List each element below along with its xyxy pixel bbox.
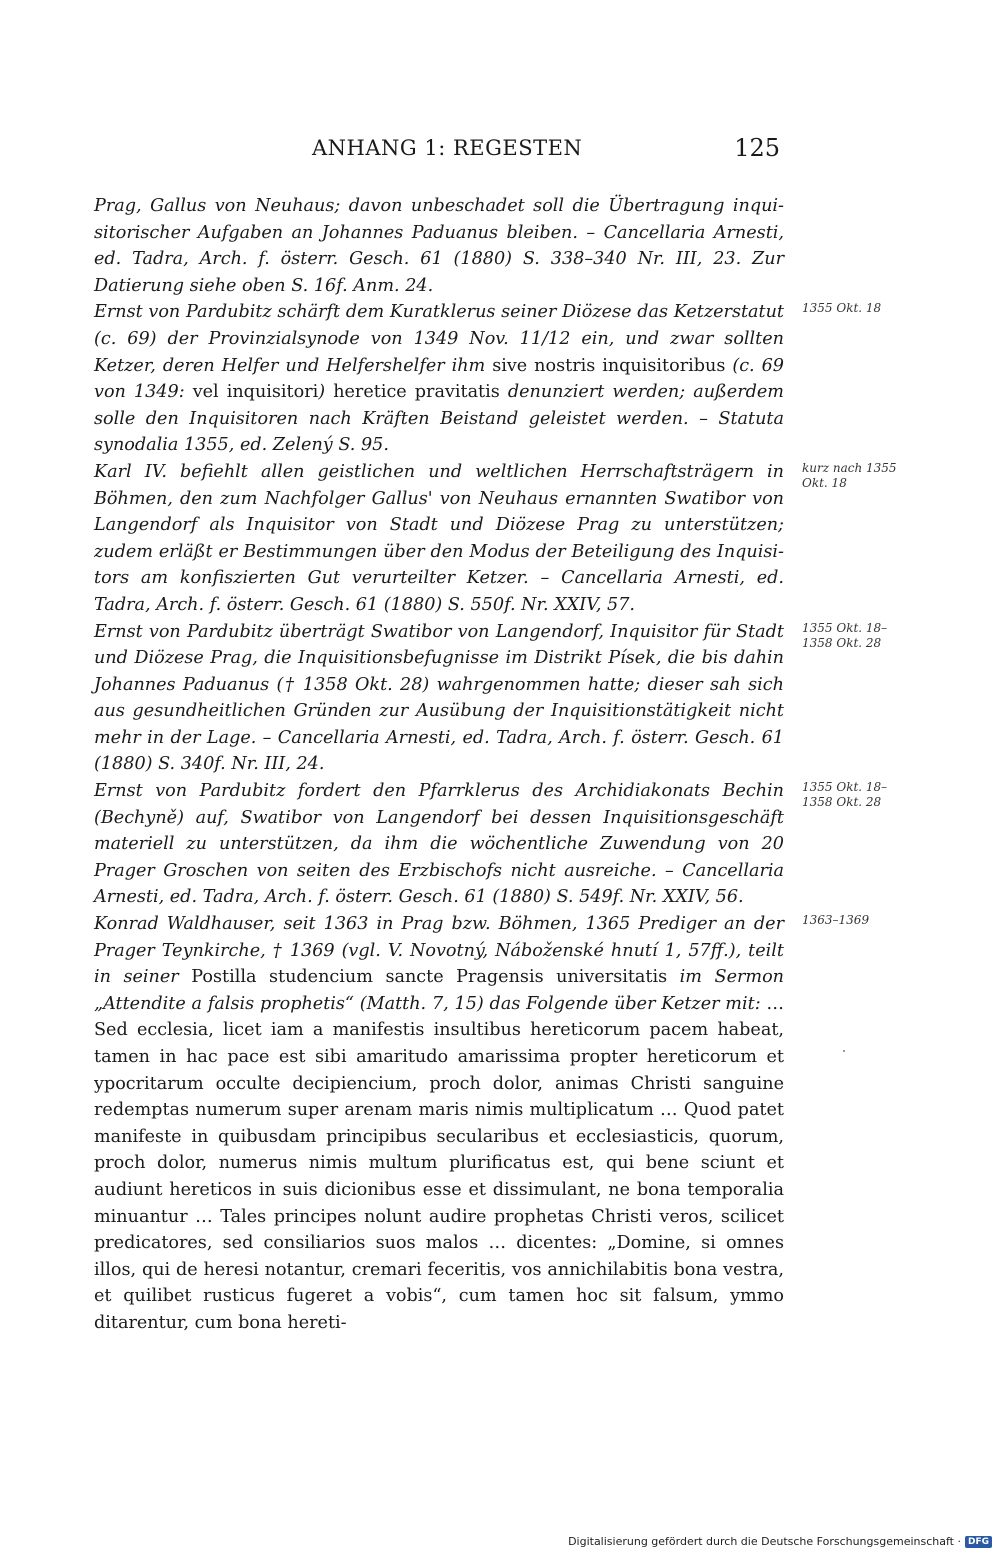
regest-text: (c. 69 von 1349: xyxy=(94,355,784,403)
latin-quote: … Sed ecclesia, licet iam a manifestis insultibus hereticorum pacem habeat, tamen in hac pace est sibi amaritudo amarissima propter hereticorum et ypocritarum occulte decipiencium, proch dolor, animas Christi sanguine redemptas numerum super arenam maris nimis multiplicatum … Quod patet manifeste in quibusdam principibus secularibus et ecclesiasticis, quorum, proch dolor, numerus nimis multum plurificatus est, qui bene sciunt et audiunt hereticos in suis dicionibus esse et dissimulant, ne bona temporalia minuantur … Tales principes nolunt audire prophetas Christi veros, scilicet predicatores, sed consiliarios suos malos … dicentes: „Domine, si omnes illos, qui de heresi notantur, cremari feceritis, vos annichilabitis bona vestra, et quilibet rusticus fugeret a vobis“, cum tamen hoc sit falsum, ymmo ditarentur, cum bona hereti- xyxy=(94,993,784,1333)
page-header xyxy=(94,136,784,166)
regest-text: ) xyxy=(318,382,334,403)
regest-text: im Sermon „Attendite a falsis prophetis“ (Matth. 7, 15) das Folgende über Ketzer mit: xyxy=(94,967,784,1014)
regest-text: Prag, Gallus von Neuhaus; davon unbeschadet soll die Übertragung inquisitorischer Aufgaben an Johannes Paduanus bleiben. – Cancellaria Arnesti, ed. Tadra, Arch. f. österr. Gesch. 61 (1880) S. 338–340 Nr. III, 23. Zur Datierung siehe oben S. 16f. Anm. 24. xyxy=(94,196,784,296)
running-title: ANHANG 1: REGESTEN xyxy=(312,136,583,160)
regest-text: Ernst von Pardubitz schärft dem Kuratklerus seiner Diözese das Ketzerstatut (c. 69) der Provinzialsynode von 1349 Nov. 11/12 ein, und zwar sollten Ketzer, deren Helfer und Helfershelfer ihm xyxy=(94,302,784,376)
margin-date: kurz nach 1355 Okt. 18 xyxy=(802,460,897,490)
latin-quote: vel inquisitori xyxy=(192,382,319,403)
margin-date: 1363–1369 xyxy=(802,913,870,928)
regest-entry xyxy=(94,193,784,299)
footer xyxy=(568,1535,992,1548)
latin-quote: heretice pravitatis xyxy=(333,382,508,403)
margin-date: 1355 Okt. 18– 1358 Okt. 28 xyxy=(802,620,888,650)
latin-quote: sive nostris inquisitoribus xyxy=(492,355,733,376)
footer-credit: Digitalisierung gefördert durch die Deutsche Forschungsgemeinschaft · xyxy=(568,1535,961,1548)
regest-text: denunziert werden; außerdem solle den Inquisitoren nach Kräften Beistand geleistet werden. – Statuta synodalia 1355, ed. Zelený S. 95. xyxy=(94,382,784,456)
regest-entry xyxy=(94,778,888,911)
latin-quote: Postilla studencium sancte Pragensis universitatis xyxy=(191,967,680,988)
regest-entry xyxy=(94,619,888,779)
regesten-body xyxy=(94,193,897,1337)
regest-text: Ernst von Pardubitz fordert den Pfarrklerus des Archidiakonats Bechin (Bechyně) auf, Swatibor von Langendorf bei dessen Inquisitionsgeschäft materiell zu unterstützen, da ihm die wöchentliche Zuwendung von 20 Prager Groschen von seiten des Erzbischofs nicht ausreiche. – Cancellaria Arnesti, ed. Tadra, Arch. f. österr. Gesch. 61 (1880) S. 549f. Nr. XXIV, 56. xyxy=(94,781,784,908)
page-number: 125 xyxy=(734,134,780,162)
regest-entry xyxy=(94,459,897,619)
margin-date: 1355 Okt. 18– 1358 Okt. 28 xyxy=(802,780,888,810)
regest-text: Karl IV. befiehlt allen geistlichen und weltlichen Herrschaftsträgern in Böhmen, den zum Nachfolger Gallus' von Neuhaus ernannten Swatibor von Langendorf als Inquisitor von Stadt und Diözese Prag zu unterstützen; zudem erläßt er Bestimmungen über den Modus der Beteiligung des Inquisitors am konfiszierten Gut verurteilter Ketzer. – Cancellaria Arnesti, ed. Tadra, Arch. f. österr. Gesch. 61 (1880) S. 550f. Nr. XXIV, 57. xyxy=(94,461,784,615)
margin-date: 1355 Okt. 18 xyxy=(802,301,882,316)
regest-text: Konrad Waldhauser, seit 1363 in Prag bzw. Böhmen, 1365 Prediger an der Prager Teynkirche, † 1369 (vgl. V. Novotný, Náboženské hnutí 1, 57ff.), teilt in seiner xyxy=(94,914,784,988)
scan-speck xyxy=(843,1050,845,1052)
dfg-logo: DFG xyxy=(965,1536,992,1548)
regest-text: Ernst von Pardubitz überträgt Swatibor von Langendorf, Inquisitor für Stadt und Diözese Prag, die Inquisitionsbefugnisse im Distrikt Písek, die bis dahin Johannes Paduanus († 1358 Okt. 28) wahrgenommen hatte; dieser sah sich aus gesundheitlichen Gründen zur Ausübung der Inquisitionstätigkeit nicht mehr in der Lage. – Cancellaria Arnesti, ed. Tadra, Arch. f. österr. Gesch. 61 (1880) S. 340f. Nr. III, 24. xyxy=(94,621,784,775)
regest-entry xyxy=(94,299,882,459)
regest-entry xyxy=(94,911,870,1337)
